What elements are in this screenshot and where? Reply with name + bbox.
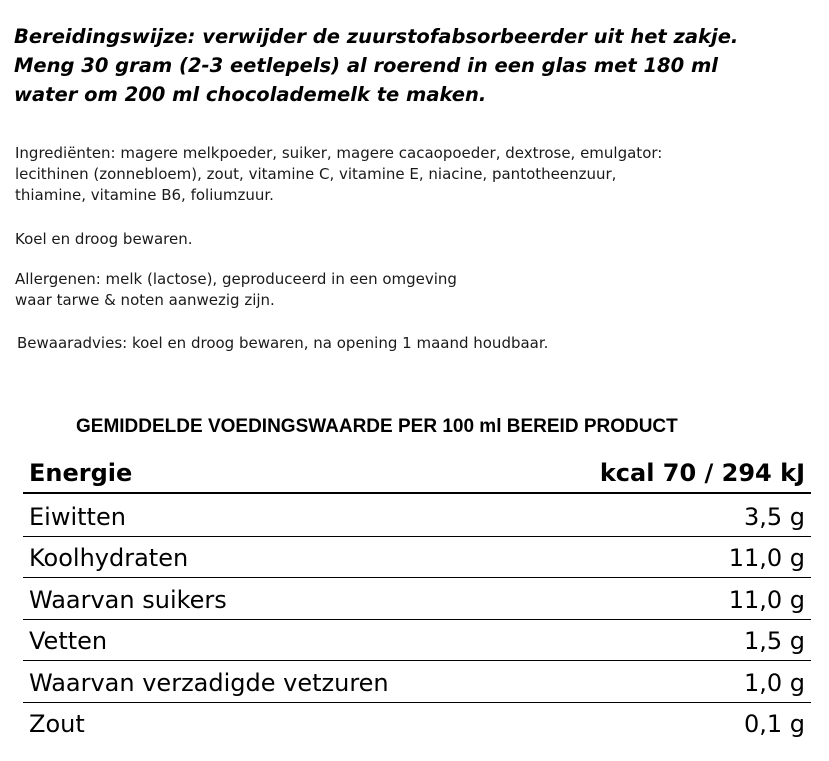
- nutrition-row-energy: [23, 454, 811, 494]
- allergens-line: waar tarwe & noten aanwezig zijn.: [15, 291, 275, 309]
- nutrition-table: [23, 454, 811, 743]
- nutrition-row-carbohydrates: [23, 536, 811, 578]
- nutrition-label: Energie: [29, 459, 133, 487]
- nutrition-value: 11,0 g: [728, 585, 805, 614]
- ingredients-text: [15, 143, 662, 206]
- preparation-line: water om 200 ml chocolademelk te maken.: [14, 83, 487, 106]
- nutrition-label: Koolhydraten: [29, 544, 189, 572]
- nutrition-row-saturated-fat: [23, 660, 811, 702]
- ingredients-line: Ingrediënten: magere melkpoeder, suiker, magere cacaopoeder, dextrose, emulgator:: [15, 144, 663, 162]
- nutrition-value: 3,5 g: [743, 502, 805, 531]
- allergens-text: [15, 269, 457, 311]
- advice-line: Bewaaradvies: koel en droog bewaren, na opening 1 maand houdbaar.: [17, 334, 549, 352]
- storage-line: Koel en droog bewaren.: [15, 230, 193, 248]
- nutrition-title: GEMIDDELDE VOEDINGSWAARDE PER 100 ml BEREID PRODUCT: [76, 416, 678, 437]
- nutrition-row-protein: [23, 494, 811, 536]
- nutrition-label: Waarvan suikers: [29, 585, 227, 614]
- allergens-line: Allergenen: melk (lactose), geproduceerd in een omgeving: [15, 270, 457, 288]
- preparation-instructions: [14, 22, 819, 109]
- nutrition-value: 11,0 g: [728, 544, 805, 572]
- storage-text: [15, 229, 193, 250]
- nutrition-value: 0,1 g: [743, 710, 805, 738]
- preparation-line: Meng 30 gram (2-3 eetlepels) al roerend in een glas met 180 ml: [14, 54, 718, 77]
- nutrition-row-salt: [23, 702, 811, 744]
- nutrition-value: 1,5 g: [743, 627, 805, 655]
- storage-advice-text: [17, 333, 548, 354]
- nutrition-row-fat: [23, 619, 811, 661]
- nutrition-value: 1,0 g: [743, 668, 805, 697]
- ingredients-line: lecithinen (zonnebloem), zout, vitamine C, vitamine E, niacine, pantotheenzuur,: [15, 165, 617, 183]
- preparation-line: Bereidingswijze: verwijder de zuurstofabsorbeerder uit het zakje.: [14, 25, 739, 48]
- nutrition-label: Eiwitten: [29, 502, 126, 531]
- nutrition-row-sugars: [23, 577, 811, 619]
- ingredients-line: thiamine, vitamine B6, foliumzuur.: [15, 186, 274, 204]
- nutrition-label: Zout: [29, 710, 85, 738]
- nutrition-value: kcal 70 / 294 kJ: [599, 459, 805, 487]
- nutrition-label: Waarvan verzadigde vetzuren: [29, 668, 389, 697]
- nutrition-label: Vetten: [29, 627, 108, 655]
